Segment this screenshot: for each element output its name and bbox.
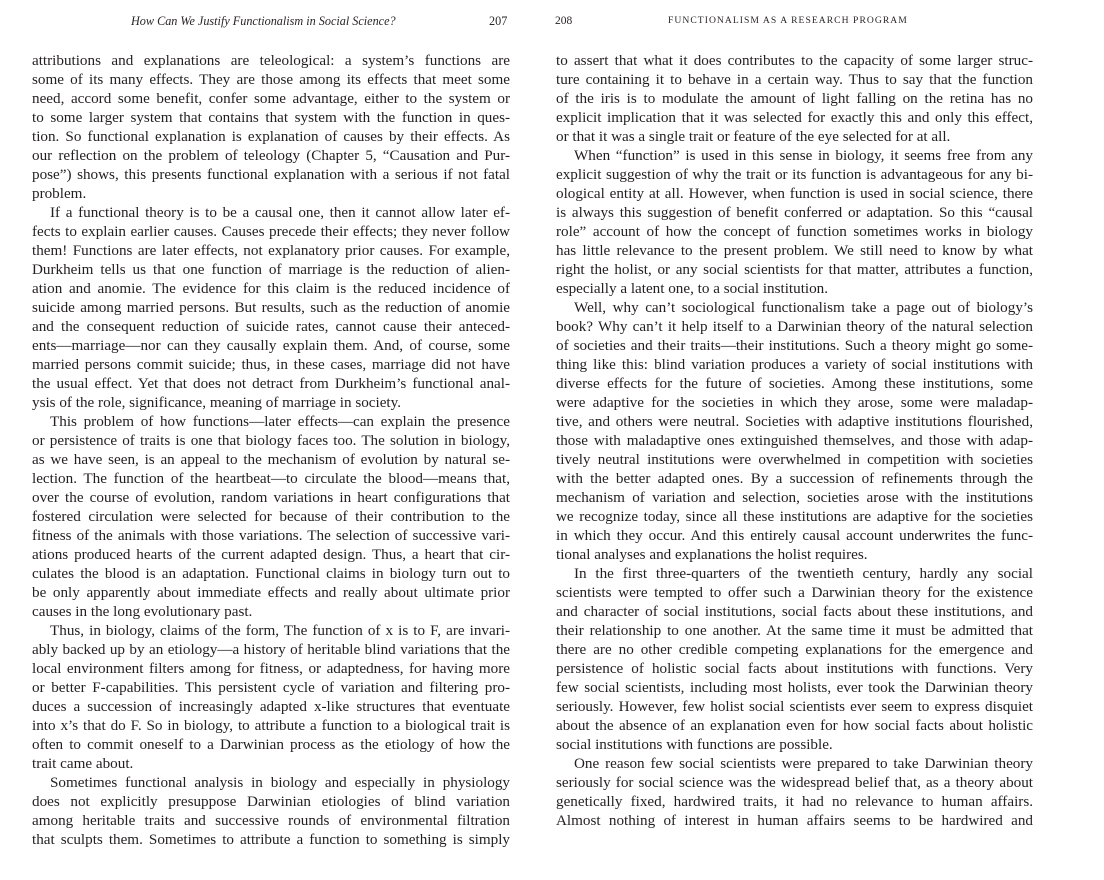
text-line: Durkheim tells us that one function of marriage is the reduction of alien- bbox=[32, 261, 510, 278]
text-line: Sometimes functional analysis in biology and especially in physiology bbox=[50, 774, 510, 791]
text-line: role” account of how the concept of function sometimes works in biology bbox=[556, 223, 1033, 240]
text-line: be only apparently about immediate effects and really about ultimate prior bbox=[32, 584, 510, 601]
text-line: explicit suggestion of why the trait or its function is advantageous for any bi- bbox=[556, 166, 1033, 183]
text-line: seriously for social science was the widespread belief that, as a theory about bbox=[556, 774, 1033, 791]
text-line: scientists were tempted to offer such a Darwinian theory for the existence bbox=[556, 584, 1033, 601]
text-line: In the first three-quarters of the twentieth century, hardly any social bbox=[574, 565, 1033, 582]
text-line: those with maladaptive ones extinguished themselves, and those with adap- bbox=[556, 432, 1033, 449]
text-line: ents—marriage—nor can they causally explain them. And, of course, some bbox=[32, 337, 510, 354]
text-line: there are no other credible competing explanations for the emergence and bbox=[556, 641, 1033, 658]
body-text bbox=[556, 51, 1033, 830]
text-line: few social scientists, including most holists, ever took the Darwinian theory bbox=[556, 679, 1033, 696]
text-line: were adaptive for the societies in which they arose, some were maladap- bbox=[556, 394, 1033, 411]
text-line: When “function” is used in this sense in biology, it seems free from any bbox=[574, 147, 1033, 164]
text-line: with the better adapted ones. By a succession of refinements through the bbox=[556, 470, 1033, 487]
text-line: This problem of how functions—later effects—can explain the presence bbox=[50, 413, 510, 430]
text-line: to assert that what it does contributes to the capacity of some larger struc- bbox=[556, 52, 1033, 69]
text-line: Thus, in biology, claims of the form, The function of x is to F, are invari- bbox=[50, 622, 510, 639]
text-line: tively neutral institutions were overwhelmed in competition with societies bbox=[556, 451, 1033, 468]
text-line: problem. bbox=[32, 185, 87, 202]
text-line: especially a latent one, to a social institution. bbox=[556, 280, 829, 297]
text-line: of the iris is to modulate the amount of light falling on the retina has no bbox=[556, 90, 1033, 107]
text-line: suicide among married persons. But results, such as the reduction of anomie bbox=[32, 299, 510, 316]
text-line: explicit implication that it was selected for exactly this and only this effect, bbox=[556, 109, 1033, 126]
running-title: FUNCTIONALISM AS A RESEARCH PROGRAM bbox=[668, 15, 908, 26]
text-line: married persons commit suicide; thus, in these cases, marriage did not have bbox=[32, 356, 510, 373]
body-text bbox=[32, 51, 510, 849]
text-line: as we have seen, is an appeal to the mechanism of evolution by natural se- bbox=[32, 451, 510, 468]
text-line: diverse effects for the future of societies. Among these institutions, some bbox=[556, 375, 1033, 392]
text-line: tional analyses and explanations the holist requires. bbox=[556, 546, 868, 563]
text-line: Well, why can’t sociological functionalism take a page out of biology’s bbox=[574, 299, 1033, 316]
text-line: ation and anomie. The evidence for this claim is the reduced incidence of bbox=[32, 280, 510, 297]
text-line: persistence of holistic social facts about institutions with functions. Very bbox=[556, 660, 1033, 677]
text-line: trait came about. bbox=[32, 755, 134, 772]
text-line: or that it was a single trait or feature of the eye selected for at all. bbox=[556, 128, 951, 145]
text-line: social institutions with functions are possible. bbox=[556, 736, 833, 753]
text-line: need, accord some benefit, confer some advantage, either to the system or bbox=[32, 90, 510, 107]
text-line: some of its many effects. They are those among its effects that meet some bbox=[32, 71, 510, 88]
page-number: 207 bbox=[489, 14, 508, 28]
text-line: ably backed up by an etiology—a history of heritable blind variations that the bbox=[32, 641, 510, 658]
text-line: among heritable traits and successive rounds of environmental filtration bbox=[32, 812, 510, 829]
text-line: fitness of the animals with those variations. The selection of successive vari- bbox=[32, 527, 510, 544]
text-line: culates the blood is an adaptation. Functional claims in biology turn out to bbox=[32, 565, 510, 582]
text-line: over the course of evolution, random variations in heart configurations that bbox=[32, 489, 510, 506]
text-line: fostered circulation were selected for because of their contribution to the bbox=[32, 508, 510, 525]
text-line: causes in the long evolutionary past. bbox=[32, 603, 253, 620]
text-line: in which they occur. And this entirely causal account underwrites the func- bbox=[556, 527, 1033, 544]
text-line: does not explicitly presuppose Darwinian etiologies of blind variation bbox=[32, 793, 510, 810]
text-line: fects to explain earlier causes. Causes precede their effects; they never follow bbox=[32, 223, 510, 240]
text-line: our reflection on the problem of teleology (Chapter 5, “Causation and Pur- bbox=[32, 147, 510, 164]
text-line: and the consequent reduction of suicide rates, cannot cause their anteced- bbox=[32, 318, 510, 335]
text-line: is always this suggestion of benefit conferred or adaptation. So this “causal bbox=[556, 204, 1033, 221]
text-line: One reason few social scientists were prepared to take Darwinian theory bbox=[574, 755, 1033, 772]
text-line: the usual effect. Yet that does not detract from Durkheim’s functional anal- bbox=[32, 375, 510, 392]
text-line: has little relevance to the present problem. We still need to know by what bbox=[556, 242, 1033, 259]
text-line: ysis of the role, significance, meaning of marriage in society. bbox=[32, 394, 402, 411]
text-line: their relationship to one another. At the same time it must be admitted that bbox=[556, 622, 1033, 639]
text-line: or better F-capabilities. This persistent cycle of variation and filtering pro- bbox=[32, 679, 510, 696]
text-line: of societies and their traits—their institutions. Such a theory might go some- bbox=[556, 337, 1033, 354]
text-line: lection. The function of the heartbeat—to circulate the blood—means that, bbox=[32, 470, 510, 487]
text-line: into x’s that do F. So in biology, to attribute a function to a biological trait is bbox=[32, 717, 510, 734]
right-page bbox=[552, 0, 1104, 880]
text-line: local environment filters among for fitness, or adaptedness, for having more bbox=[32, 660, 510, 677]
running-title: How Can We Justify Functionalism in Social Science? bbox=[131, 14, 396, 28]
text-line: right the holist, or any social scientists for that matter, attributes a function, bbox=[556, 261, 1033, 278]
text-line: If a functional theory is to be a causal one, then it cannot allow later ef- bbox=[50, 204, 510, 221]
text-line: about the absence of an explanation even for how social facts about holistic bbox=[556, 717, 1033, 734]
text-line: thing like this: blind variation produces a variety of social institutions with bbox=[556, 356, 1033, 373]
text-line: duces a succession of increasingly adapted x-like structures that eventuate bbox=[32, 698, 510, 715]
text-line: genetically fixed, hardwired traits, it had no relevance to human affairs. bbox=[556, 793, 1033, 810]
page-number: 208 bbox=[555, 15, 573, 27]
text-line: tion. So functional explanation is explanation of causes by their effects. As bbox=[32, 128, 510, 145]
text-line: pose”) shows, this presents functional explanation with a serious if not fatal bbox=[32, 166, 510, 183]
text-line: or persistence of traits is one that biology faces too. The solution in biology, bbox=[32, 432, 510, 449]
text-line: mechanism of variation and selection, societies arose with the institutions bbox=[556, 489, 1033, 506]
text-line: ological entity at all. However, when function is used in social science, there bbox=[556, 185, 1033, 202]
text-line: seriously. However, few holist social scientists ever seem to express disquiet bbox=[556, 698, 1033, 715]
text-line: often to commit oneself to a Darwinian process as the etiology of how the bbox=[32, 736, 510, 753]
text-line: them! Functions are later effects, not explanatory prior causes. For example, bbox=[32, 242, 510, 259]
text-line: tive, and others were neutral. Societies with adaptive institutions flourished, bbox=[556, 413, 1033, 430]
text-line: we recognize today, since all these institutions are adaptive for the societies bbox=[556, 508, 1033, 525]
text-line: book? Why can’t it help itself to a Darwinian theory of the natural selection bbox=[556, 318, 1033, 335]
text-line: attributions and explanations are teleological: a system’s functions are bbox=[32, 52, 510, 69]
text-line: and character of social institutions, social facts about these institutions, and bbox=[556, 603, 1033, 620]
text-line: to some larger system that contains that system with the function in ques- bbox=[32, 109, 510, 126]
text-line: ture containing it to behave in a certain way. Thus to say that the function bbox=[556, 71, 1033, 88]
text-line: Almost nothing of interest in human affairs seems to be hardwired and bbox=[556, 812, 1033, 829]
text-line: ations produced hearts of the current adapted design. Thus, a heart that cir- bbox=[32, 546, 510, 563]
text-line: that sculpts them. Sometimes to attribute a function to something is simply bbox=[32, 831, 510, 848]
